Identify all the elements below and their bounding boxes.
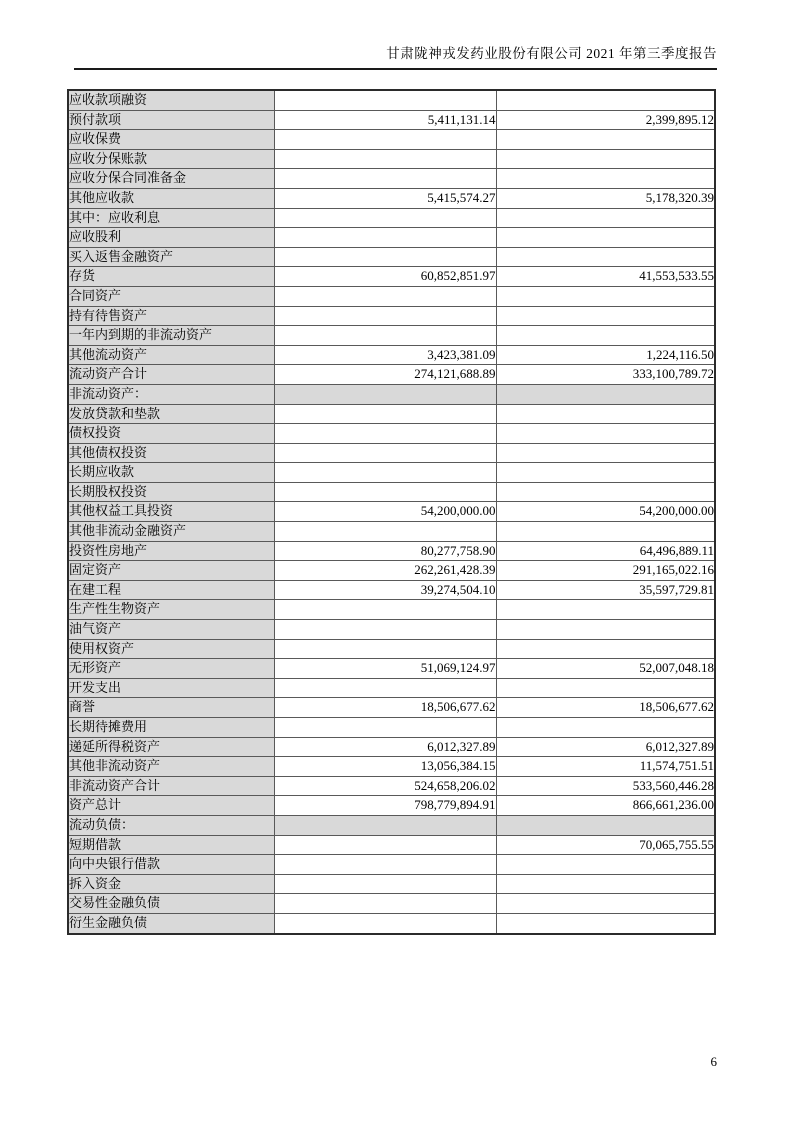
row-label: 流动资产合计: [68, 365, 274, 385]
value-prior-period-end: 54,200,000.00: [496, 502, 715, 522]
value-current-period-end: [274, 522, 496, 542]
table-row: [68, 913, 715, 933]
value-current-period-end: [274, 678, 496, 698]
table-row: [68, 228, 715, 248]
value-current-period-end: [274, 286, 496, 306]
value-prior-period-end: 5,178,320.39: [496, 188, 715, 208]
value-prior-period-end: 333,100,789.72: [496, 365, 715, 385]
row-label: 投资性房地产: [68, 541, 274, 561]
value-current-period-end: [274, 913, 496, 933]
table-row: [68, 188, 715, 208]
value-current-period-end: 274,121,688.89: [274, 365, 496, 385]
row-label: 拆入资金: [68, 874, 274, 894]
value-prior-period-end: [496, 894, 715, 914]
value-current-period-end: [274, 228, 496, 248]
value-prior-period-end: 52,007,048.18: [496, 659, 715, 679]
value-current-period-end: 798,779,894.91: [274, 796, 496, 816]
value-prior-period-end: 866,661,236.00: [496, 796, 715, 816]
value-current-period-end: [274, 443, 496, 463]
row-label: 资产总计: [68, 796, 274, 816]
table-row: [68, 874, 715, 894]
value-prior-period-end: [496, 678, 715, 698]
table-row: [68, 130, 715, 150]
table-row: [68, 463, 715, 483]
value-prior-period-end: [496, 169, 715, 189]
value-current-period-end: 60,852,851.97: [274, 267, 496, 287]
table-row: [68, 522, 715, 542]
table-row: [68, 659, 715, 679]
table-row: [68, 737, 715, 757]
table-row: [68, 482, 715, 502]
value-current-period-end: 51,069,124.97: [274, 659, 496, 679]
table-row: [68, 365, 715, 385]
value-prior-period-end: 18,506,677.62: [496, 698, 715, 718]
row-label: 应收分保账款: [68, 149, 274, 169]
page-footer: [74, 1054, 717, 1070]
row-label: 短期借款: [68, 835, 274, 855]
row-label: 开发支出: [68, 678, 274, 698]
value-current-period-end: [274, 815, 496, 835]
row-label: 合同资产: [68, 286, 274, 306]
value-current-period-end: [274, 424, 496, 444]
value-prior-period-end: [496, 443, 715, 463]
table-row: [68, 894, 715, 914]
row-label: 应收分保合同准备金: [68, 169, 274, 189]
value-current-period-end: [274, 894, 496, 914]
value-prior-period-end: 2,399,895.12: [496, 110, 715, 130]
value-current-period-end: [274, 463, 496, 483]
value-current-period-end: [274, 482, 496, 502]
value-current-period-end: 3,423,381.09: [274, 345, 496, 365]
value-current-period-end: [274, 90, 496, 110]
value-current-period-end: [274, 855, 496, 875]
balance-sheet-table: [67, 89, 716, 935]
value-current-period-end: 6,012,327.89: [274, 737, 496, 757]
value-current-period-end: [274, 130, 496, 150]
table-row: [68, 247, 715, 267]
value-current-period-end: 18,506,677.62: [274, 698, 496, 718]
table-row: [68, 698, 715, 718]
table-row: [68, 561, 715, 581]
value-current-period-end: [274, 306, 496, 326]
table-row: [68, 326, 715, 346]
table-row: [68, 424, 715, 444]
value-current-period-end: [274, 326, 496, 346]
section-header-row: [68, 815, 715, 835]
value-current-period-end: [274, 149, 496, 169]
value-prior-period-end: [496, 718, 715, 738]
value-current-period-end: [274, 404, 496, 424]
value-current-period-end: 54,200,000.00: [274, 502, 496, 522]
row-label: 非流动资产：: [68, 384, 274, 404]
value-prior-period-end: 64,496,889.11: [496, 541, 715, 561]
value-prior-period-end: [496, 815, 715, 835]
table-row: [68, 718, 715, 738]
value-prior-period-end: [496, 600, 715, 620]
row-label: 非流动资产合计: [68, 776, 274, 796]
value-prior-period-end: 70,065,755.55: [496, 835, 715, 855]
value-current-period-end: [274, 835, 496, 855]
row-label: 买入返售金融资产: [68, 247, 274, 267]
value-prior-period-end: [496, 404, 715, 424]
row-label: 其他非流动资产: [68, 757, 274, 777]
value-prior-period-end: [496, 130, 715, 150]
value-current-period-end: [274, 620, 496, 640]
value-prior-period-end: [496, 913, 715, 933]
row-label: 商誉: [68, 698, 274, 718]
row-label: 发放贷款和垫款: [68, 404, 274, 424]
row-label: 应收款项融资: [68, 90, 274, 110]
table-row: [68, 580, 715, 600]
value-prior-period-end: [496, 424, 715, 444]
row-label: 应收股利: [68, 228, 274, 248]
value-prior-period-end: [496, 620, 715, 640]
value-prior-period-end: [496, 326, 715, 346]
row-label: 其他权益工具投资: [68, 502, 274, 522]
row-label: 持有待售资产: [68, 306, 274, 326]
page-number: 6: [710, 1054, 717, 1069]
value-prior-period-end: [496, 306, 715, 326]
report-title: 甘肃陇神戎发药业股份有限公司 2021 年第三季度报告: [386, 46, 717, 61]
table-row: [68, 502, 715, 522]
row-label: 应收保费: [68, 130, 274, 150]
value-prior-period-end: 6,012,327.89: [496, 737, 715, 757]
row-label: 无形资产: [68, 659, 274, 679]
row-label: 交易性金融负债: [68, 894, 274, 914]
value-current-period-end: 39,274,504.10: [274, 580, 496, 600]
value-prior-period-end: [496, 228, 715, 248]
value-current-period-end: [274, 718, 496, 738]
value-current-period-end: 5,415,574.27: [274, 188, 496, 208]
row-label: 生产性生物资产: [68, 600, 274, 620]
value-prior-period-end: 1,224,116.50: [496, 345, 715, 365]
table-row: [68, 855, 715, 875]
value-prior-period-end: 291,165,022.16: [496, 561, 715, 581]
row-label: 油气资产: [68, 620, 274, 640]
row-label: 在建工程: [68, 580, 274, 600]
table-row: [68, 776, 715, 796]
balance-sheet-table-body: [68, 90, 715, 934]
value-prior-period-end: 11,574,751.51: [496, 757, 715, 777]
value-current-period-end: [274, 247, 496, 267]
table-row: [68, 110, 715, 130]
table-row: [68, 306, 715, 326]
value-current-period-end: 13,056,384.15: [274, 757, 496, 777]
table-row: [68, 286, 715, 306]
table-row: [68, 345, 715, 365]
table-row: [68, 639, 715, 659]
table-row: [68, 796, 715, 816]
value-prior-period-end: [496, 208, 715, 228]
table-row: [68, 541, 715, 561]
value-current-period-end: [274, 600, 496, 620]
row-label: 长期股权投资: [68, 482, 274, 502]
row-label: 使用权资产: [68, 639, 274, 659]
table-row: [68, 757, 715, 777]
value-current-period-end: 80,277,758.90: [274, 541, 496, 561]
value-prior-period-end: [496, 286, 715, 306]
table-row: [68, 149, 715, 169]
table-row: [68, 169, 715, 189]
value-prior-period-end: [496, 855, 715, 875]
row-label: 其中：应收利息: [68, 208, 274, 228]
value-prior-period-end: [496, 247, 715, 267]
value-current-period-end: [274, 874, 496, 894]
value-current-period-end: 262,261,428.39: [274, 561, 496, 581]
value-prior-period-end: [496, 90, 715, 110]
row-label: 存货: [68, 267, 274, 287]
value-current-period-end: 524,658,206.02: [274, 776, 496, 796]
row-label: 其他应收款: [68, 188, 274, 208]
value-prior-period-end: [496, 522, 715, 542]
row-label: 固定资产: [68, 561, 274, 581]
value-current-period-end: [274, 208, 496, 228]
row-label: 向中央银行借款: [68, 855, 274, 875]
value-prior-period-end: 533,560,446.28: [496, 776, 715, 796]
value-prior-period-end: 35,597,729.81: [496, 580, 715, 600]
row-label: 其他债权投资: [68, 443, 274, 463]
row-label: 长期应收款: [68, 463, 274, 483]
value-prior-period-end: [496, 874, 715, 894]
row-label: 其他流动资产: [68, 345, 274, 365]
value-prior-period-end: [496, 149, 715, 169]
value-prior-period-end: [496, 482, 715, 502]
value-current-period-end: 5,411,131.14: [274, 110, 496, 130]
value-current-period-end: [274, 639, 496, 659]
row-label: 衍生金融负债: [68, 913, 274, 933]
table-row: [68, 90, 715, 110]
section-header-row: [68, 384, 715, 404]
table-row: [68, 620, 715, 640]
value-prior-period-end: 41,553,533.55: [496, 267, 715, 287]
table-row: [68, 443, 715, 463]
row-label: 其他非流动金融资产: [68, 522, 274, 542]
row-label: 一年内到期的非流动资产: [68, 326, 274, 346]
value-current-period-end: [274, 384, 496, 404]
page-header: [74, 42, 717, 70]
value-prior-period-end: [496, 639, 715, 659]
value-prior-period-end: [496, 463, 715, 483]
row-label: 长期待摊费用: [68, 718, 274, 738]
table-row: [68, 600, 715, 620]
row-label: 债权投资: [68, 424, 274, 444]
row-label: 流动负债：: [68, 815, 274, 835]
table-row: [68, 835, 715, 855]
table-row: [68, 404, 715, 424]
row-label: 预付款项: [68, 110, 274, 130]
table-row: [68, 678, 715, 698]
table-row: [68, 267, 715, 287]
value-prior-period-end: [496, 384, 715, 404]
table-row: [68, 208, 715, 228]
row-label: 递延所得税资产: [68, 737, 274, 757]
value-current-period-end: [274, 169, 496, 189]
